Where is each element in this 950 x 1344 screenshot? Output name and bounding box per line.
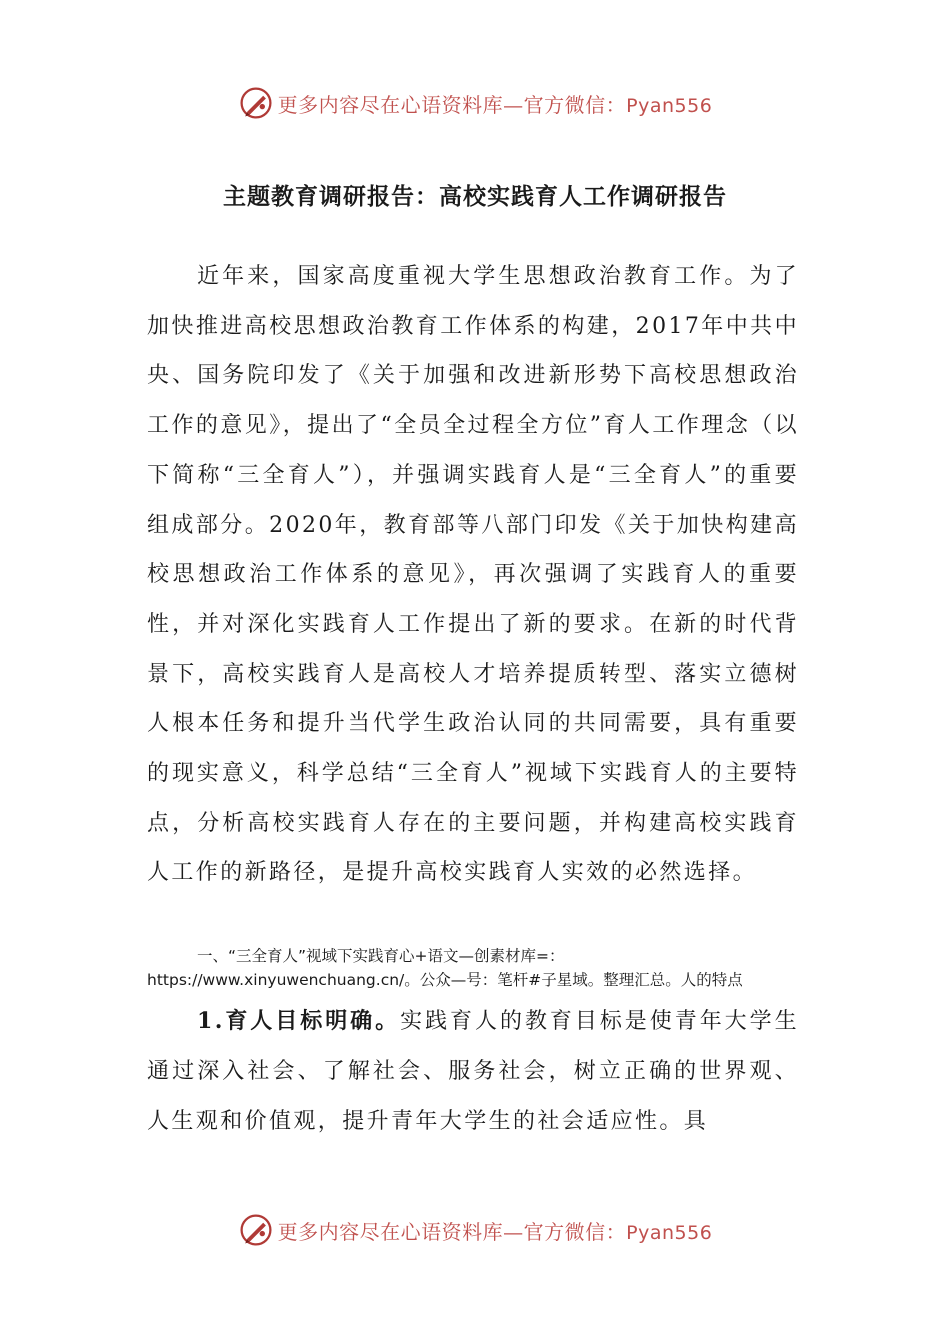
intro-paragraph: 近年来，国家高度重视大学生思想政治教育工作。为了加快推进高校思想政治教育工作体系的构建，2017年中共中央、国务院印发了《关于加强和改进新形势下高校思想政治工作的意见》，提出了“全员全过程全方位”育人工作理念（以下简称“三全育人”），并强调实践育人是“三全育人”的重要组成部分。2020年，教育部等八部门印发《关于加快构建高校思想政治工作体系的意见》，再次强调了实践育人的重要性，并对深化实践育人工作提出了新的要求。在新的时代背景下，高校实践育人是高校人才培养提质转型、落实立德树人根本任务和提升当代学生政治认同的共同需要，具有重要的现实意义，科学总结“三全育人”视域下实践育人的主要特点，分析高校实践育人存在的主要问题，并构建高校实践育人工作的新路径，是提升高校实践育人实效的必然选择。: [147, 264, 799, 886]
section-heading-note: 一、“三全育人”视域下实践育心+语文—创素材库=：https://www.xinyuwenchuang.cn/。公众—号：笔杆#子星域。整理汇总。人的特点: [147, 947, 743, 989]
point-1-paragraph: [147, 996, 799, 1147]
header-banner: [0, 83, 950, 123]
banner-text: 更多内容尽在心语资料库—官方微信：Pyan556: [277, 92, 713, 117]
point-1-lead: 1.育人目标明确。: [197, 1008, 401, 1034]
footer-banner: [0, 1210, 950, 1250]
document-title: 主题教育调研报告：高校实践育人工作调研报告: [223, 183, 727, 210]
pen-logo-icon: [238, 1212, 274, 1248]
banner-text: 更多内容尽在心语资料库—官方微信：Pyan556: [277, 1219, 713, 1244]
point-1-text: 实践育人的教育目标是使青年大学生通过深入社会、了解社会、服务社会，树立正确的世界观、人生观和价值观，提升青年大学生的社会适应性。具: [147, 1009, 799, 1134]
pen-logo-icon: [238, 85, 274, 121]
